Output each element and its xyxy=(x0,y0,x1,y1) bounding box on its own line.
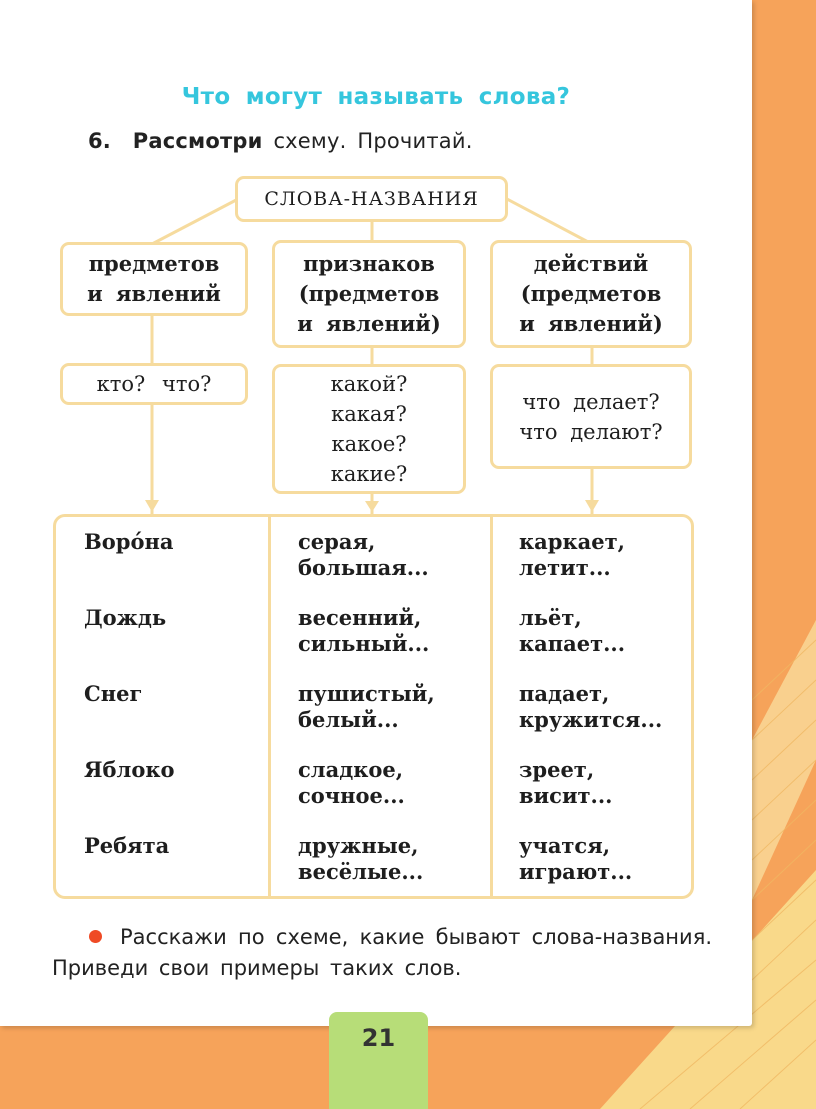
examples-table xyxy=(53,514,694,899)
bullet-dot-icon xyxy=(89,930,102,943)
bottom-task xyxy=(52,922,712,984)
table-cell-object: Снег xyxy=(84,681,143,706)
root-box: СЛОВА-НАЗВАНИЯ xyxy=(235,176,508,222)
table-cell-attribute: весенний, сильный... xyxy=(298,605,430,656)
table-cell-action: каркает, летит... xyxy=(519,529,625,580)
question-attributes-box: какой? какая? какое? какие? xyxy=(272,364,466,494)
task-verb: Рассмотри xyxy=(132,129,263,153)
table-cell-action: учатся, играют... xyxy=(519,833,633,884)
question-actions-box: что делает? что делают? xyxy=(490,364,692,469)
table-cell-action: льёт, капает... xyxy=(519,605,626,656)
table-cell-action: зреет, висит... xyxy=(519,757,613,808)
table-cell-object: Яблоко xyxy=(84,757,175,782)
table-divider xyxy=(490,517,493,896)
task-number: 6. xyxy=(88,129,111,153)
category-actions-box: действий (предметов и явлений) xyxy=(490,240,692,348)
table-cell-attribute: сладкое, сочное... xyxy=(298,757,405,808)
table-cell-attribute: серая, большая... xyxy=(298,529,429,580)
category-objects-box: предметов и явлений xyxy=(60,242,248,316)
page-number-tab xyxy=(329,1012,428,1109)
page-number: 21 xyxy=(361,1024,396,1052)
table-cell-attribute: дружные, весёлые... xyxy=(298,833,424,884)
table-cell-object: Дождь xyxy=(84,605,167,630)
task-text: схему. Прочитай. xyxy=(273,129,473,153)
category-attributes-box: признаков (предметов и явлений) xyxy=(272,240,466,348)
table-cell-attribute: пушистый, белый... xyxy=(298,681,435,732)
table-cell-object: Ребята xyxy=(84,833,170,858)
page-heading: Что могут называть слова? xyxy=(181,84,571,110)
table-cell-object: Воро́на xyxy=(84,529,174,554)
bottom-task-text: Расскажи по схеме, какие бывают слова-названия. Приведи свои примеры таких слов. xyxy=(52,925,712,980)
question-objects-box: кто? что? xyxy=(60,363,248,405)
table-cell-action: падает, кружится... xyxy=(519,681,663,732)
table-divider xyxy=(268,517,271,896)
task-instruction xyxy=(88,129,473,153)
